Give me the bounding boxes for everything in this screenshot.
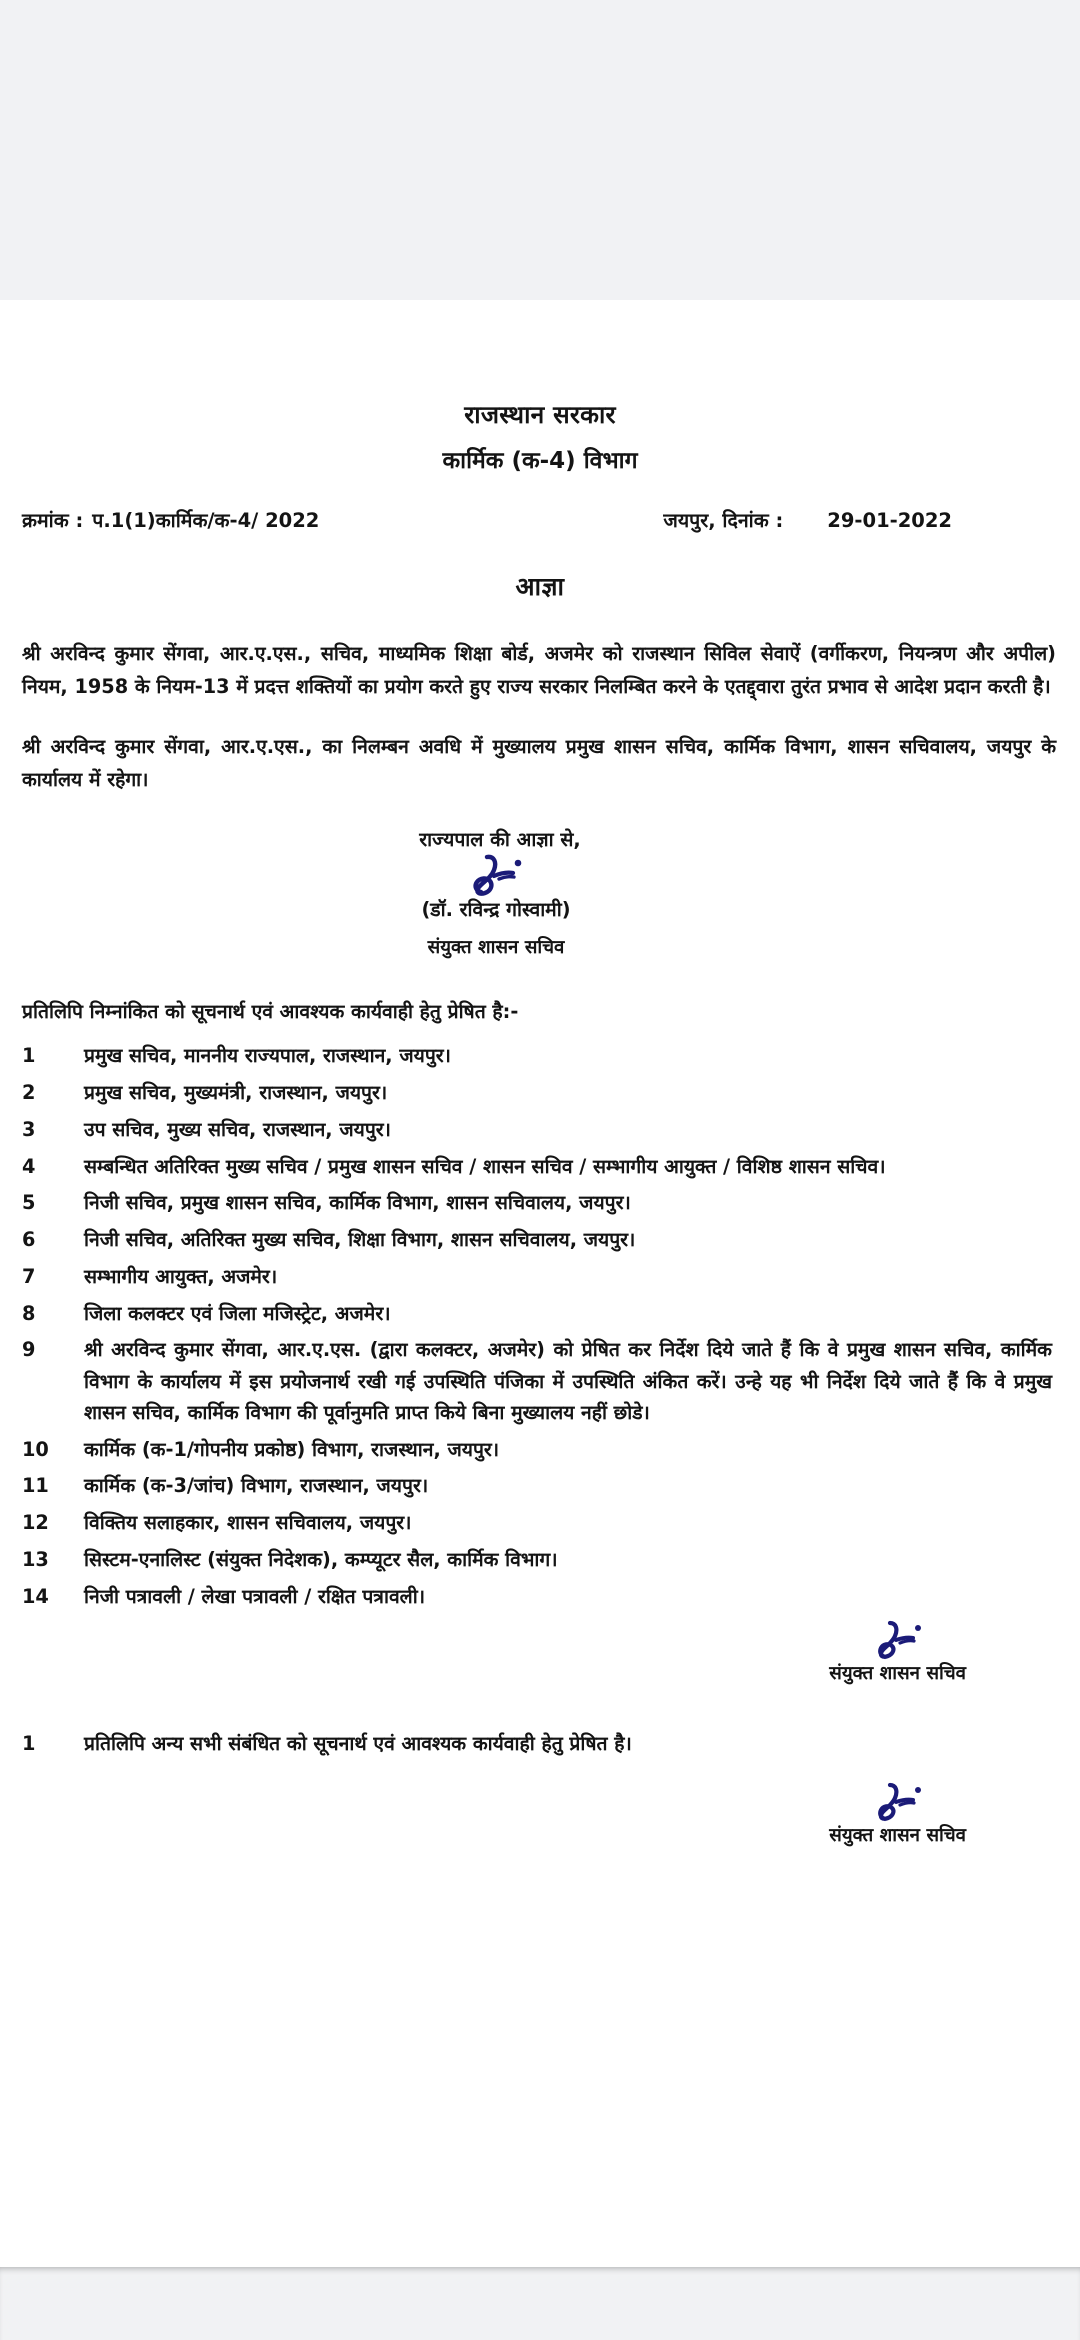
list-item bbox=[22, 1298, 1058, 1329]
list-item-text: कार्मिक (क-3/जांच) विभाग, राजस्थान, जयपुर। bbox=[84, 1474, 429, 1498]
list-item-number: 9 bbox=[22, 1338, 36, 1362]
list-item-text: सम्बन्धित अतिरिक्त मुख्य सचिव / प्रमुख शासन सचिव / शासन सचिव / सम्भागीय आयुक्त / विशिष्ठ शासन सचिव। bbox=[84, 1154, 886, 1178]
department-name: कार्मिक (क-4) विभाग bbox=[442, 447, 638, 474]
list-item-number: 3 bbox=[22, 1117, 36, 1141]
list-item bbox=[22, 1728, 1058, 1759]
primary-signature-block bbox=[22, 829, 1058, 958]
list-item-number: 6 bbox=[22, 1228, 36, 1252]
reference-row bbox=[22, 506, 1058, 533]
signatory-name: (डॉ. रविन्द्र गोस्वामी) bbox=[421, 898, 571, 922]
by-order-of-line: राज्यपाल की आज्ञा से, bbox=[419, 828, 581, 852]
masthead bbox=[22, 300, 1058, 473]
list-item-number: 2 bbox=[22, 1081, 36, 1105]
tertiary-signature-block bbox=[22, 1780, 1058, 1846]
list-item-text: प्रमुख सचिव, मुख्यमंत्री, राजस्थान, जयपुर। bbox=[84, 1081, 388, 1105]
list-item-text: सम्भागीय आयुक्त, अजमेर। bbox=[84, 1264, 278, 1288]
list-item-number: 1 bbox=[22, 1732, 36, 1756]
list-item-number: 4 bbox=[22, 1154, 36, 1178]
list-item-number: 1 bbox=[22, 1044, 36, 1068]
secondary-signature-block bbox=[22, 1618, 1058, 1684]
list-item-text: सिस्टम-एनालिस्ट (संयुक्त निदेशक), कम्प्यूटर सैल, कार्मिक विभाग। bbox=[84, 1547, 558, 1571]
list-item-text: प्रतिलिपि अन्य सभी संबंधित को सूचनार्थ एवं आवश्यक कार्यवाही हेतु प्रेषित है। bbox=[84, 1732, 632, 1756]
distribution-list bbox=[22, 1040, 1058, 1612]
list-item-number: 8 bbox=[22, 1301, 36, 1325]
status-bar-area bbox=[0, 0, 1080, 300]
list-item bbox=[22, 1187, 1058, 1218]
government-name: राजस्थान सरकार bbox=[464, 400, 616, 429]
signatory-designation: संयुक्त शासन सचिव bbox=[829, 1662, 966, 1684]
list-item-number: 13 bbox=[22, 1547, 49, 1571]
list-item-text: विक्तिय सलाहकार, शासन सचिवालय, जयपुर। bbox=[84, 1511, 412, 1535]
list-item bbox=[22, 1261, 1058, 1292]
signatory-designation: संयुक्त शासन सचिव bbox=[427, 936, 565, 958]
list-item-number: 12 bbox=[22, 1511, 49, 1535]
list-item-text: निजी पत्रावली / लेखा पत्रावली / रक्षित पत्रावली। bbox=[84, 1584, 426, 1608]
signature-mark-icon bbox=[829, 1782, 966, 1822]
closing-list bbox=[22, 1728, 1058, 1759]
list-item bbox=[22, 1470, 1058, 1501]
list-item-number: 5 bbox=[22, 1191, 36, 1215]
list-item bbox=[22, 1151, 1058, 1182]
list-item bbox=[22, 1224, 1058, 1255]
list-item-text: जिला कलक्टर एवं जिला मजिस्ट्रेट, अजमेर। bbox=[84, 1301, 391, 1325]
reference-date-value: 29-01-2022 bbox=[827, 508, 952, 532]
order-body bbox=[22, 637, 1058, 797]
reference-number-value: प.1(1)कार्मिक/क-4/ 2022 bbox=[92, 508, 320, 532]
order-paragraph-1: श्री अरविन्द कुमार सेंगवा, आर.ए.एस., सचिव, माध्यमिक शिक्षा बोर्ड, अजमेर को राजस्थान सिविल सेवाऐं (वर्गीकरण, नियन्त्रण और अपील) नियम, 1958 के नियम-13 में प्रदत्त शक्तियों का प्रयोग करते हुए राज्य सरकार निलम्बित करने के एतद्द्वारा तुरंत प्रभाव से आदेश प्रदान करती है। bbox=[22, 641, 1056, 698]
reference-date-group bbox=[663, 506, 952, 533]
signature-mark-icon bbox=[346, 852, 646, 896]
document-page bbox=[0, 300, 1080, 2267]
list-item-text: प्रमुख सचिव, माननीय राज्यपाल, राजस्थान, जयपुर। bbox=[84, 1044, 451, 1068]
list-item bbox=[22, 1040, 1058, 1071]
order-paragraph-2: श्री अरविन्द कुमार सेंगवा, आर.ए.एस., का निलम्बन अवधि में मुख्यालय प्रमुख शासन सचिव, कार्मिक विभाग, शासन सचिवालय, जयपुर के कार्यालय में रहेगा। bbox=[22, 734, 1056, 792]
list-item-number: 14 bbox=[22, 1584, 49, 1608]
list-item-text: कार्मिक (क-1/गोपनीय प्रकोष्ठ) विभाग, राजस्थान, जयपुर। bbox=[84, 1437, 500, 1461]
reference-number-label: क्रमांक : bbox=[22, 508, 84, 532]
list-item bbox=[22, 1544, 1058, 1575]
list-item bbox=[22, 1581, 1058, 1612]
order-title: आज्ञा bbox=[515, 571, 565, 601]
list-item bbox=[22, 1507, 1058, 1538]
list-item bbox=[22, 1434, 1058, 1465]
list-item-text: निजी सचिव, अतिरिक्त मुख्य सचिव, शिक्षा विभाग, शासन सचिवालय, जयपुर। bbox=[84, 1228, 636, 1252]
list-item-text: निजी सचिव, प्रमुख शासन सचिव, कार्मिक विभाग, शासन सचिवालय, जयपुर। bbox=[84, 1191, 631, 1215]
navigation-bar-area bbox=[0, 2267, 1080, 2340]
list-item-text: उप सचिव, मुख्य सचिव, राजस्थान, जयपुर। bbox=[84, 1117, 391, 1141]
list-item bbox=[22, 1114, 1058, 1145]
list-item bbox=[22, 1077, 1058, 1108]
list-item bbox=[22, 1334, 1058, 1428]
signature-mark-icon bbox=[829, 1620, 966, 1660]
reference-number-group bbox=[22, 506, 319, 533]
list-item-number: 7 bbox=[22, 1264, 36, 1288]
list-item-number: 10 bbox=[22, 1437, 49, 1461]
list-item-text: श्री अरविन्द कुमार सेंगवा, आर.ए.एस. (द्वारा कलक्टर, अजमेर) को प्रेषित कर निर्देश दिये जाते हैं कि वे प्रमुख शासन सचिव, कार्मिक विभाग के कार्यालय में इस प्रयोजनार्थ रखी गई उपस्थिति पंजिका में उपस्थिति अंकित करें। उन्हे यह भी निर्देश दिये जाते हैं कि वे प्रमुख शासन सचिव, कार्मिक विभाग की पूर्वानुमति प्राप्त किये बिना मुख्यालय नहीं छोडे। bbox=[84, 1338, 1052, 1424]
reference-date-label: जयपुर, दिनांक : bbox=[663, 508, 784, 532]
distribution-heading: प्रतिलिपि निम्नांकित को सूचनार्थ एवं आवश्यक कार्यवाही हेतु प्रेषित है:- bbox=[22, 1000, 519, 1024]
list-item-number: 11 bbox=[22, 1474, 49, 1498]
signatory-designation: संयुक्त शासन सचिव bbox=[829, 1824, 966, 1846]
